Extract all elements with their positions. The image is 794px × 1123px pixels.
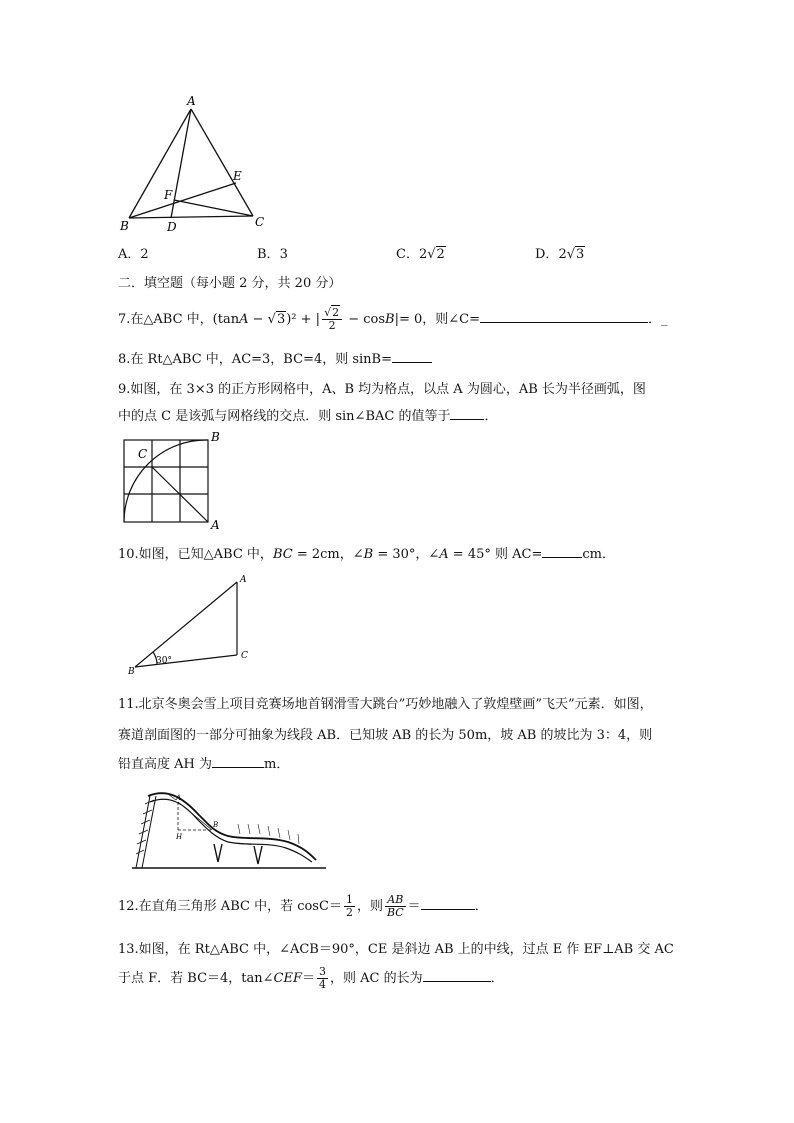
figure-grid-arc	[118, 430, 228, 532]
question-11-line3: 铅直高度 AH 为 m．	[118, 757, 290, 772]
t30-label-b: B	[128, 667, 135, 677]
figure-triangle-30	[120, 570, 260, 680]
label-a: A	[187, 94, 196, 108]
ski-label-a: A	[176, 794, 182, 802]
section-title: 二．填空题（每小题 2 分，共 20 分）	[118, 276, 342, 291]
label-c: C	[255, 215, 265, 229]
question-13-line2: 于点 F．若 BC＝4，tan∠CEF＝ $\frac{3}{4}$ ，则 AC 的长为 ．	[118, 965, 504, 991]
figure-ski-jump	[128, 784, 328, 874]
grid-label-a: A	[211, 518, 220, 532]
question-11-line1: 11.北京冬奥会雪上项目竞赛场地首钢滑雪大跳台”巧妙地融入了敦煌壁画”飞天”元素．如图，	[118, 697, 653, 712]
fraction-sqrt2-over-2: $\frac{√2}{2}$	[322, 307, 342, 332]
option-b: B．3	[257, 247, 288, 262]
t30-label-c: C	[241, 651, 248, 661]
fraction-3-over-4: $\frac{3}{4}$	[319, 965, 327, 991]
answer-blank-8[interactable]	[392, 351, 432, 363]
option-a: A．2	[118, 247, 149, 262]
question-11-line2: 赛道剖面图的一部分可抽象为线段 AB．已知坡 AB 的长为 50m，坡 AB 的坡比为 3：4，则	[118, 728, 653, 743]
question-8: 8.在 Rt△ABC 中，AC=3，BC=4，则 sinB=	[118, 348, 432, 367]
sqrt-symbol: √	[427, 247, 436, 262]
option-d: D．2√3	[535, 247, 585, 262]
t30-label-a: A	[240, 575, 247, 585]
question-13-line1: 13.如图，在 Rt△ABC 中，∠ACB＝90°，CE 是斜边 AB 上的中线，过点 E 作 EF⊥AB 交 AC	[118, 942, 674, 957]
question-9-line1: 9.如图，在 3×3 的正方形网格中，A、B 均为格点，以点 A 为圆心，AB 长为半径画弧，图	[118, 382, 646, 397]
label-d: D	[167, 220, 177, 234]
answer-blank-13[interactable]	[423, 970, 491, 982]
t30-angle: 30°	[156, 656, 172, 666]
label-e: E	[233, 169, 242, 183]
ski-label-b: B	[213, 821, 219, 829]
label-b: B	[120, 219, 129, 233]
question-7: 7.在△ABC 中，(tanA − √3)² + | $\frac{√2}{2}$ − cosB|= 0，则∠C= ．_	[118, 306, 668, 332]
answer-blank-9[interactable]	[450, 408, 484, 420]
answer-blank-7[interactable]	[480, 311, 648, 323]
grid-label-b: B	[211, 430, 220, 444]
question-9-line2: 中的点 C 是该弧与网格线的交点．则 sin∠BAC 的值等于 ．	[118, 409, 498, 424]
sqrt-symbol: √	[566, 247, 576, 262]
fraction-ab-over-bc: $\frac{AB}{BC}$	[386, 893, 404, 919]
figure-triangle-abc	[115, 92, 275, 237]
label-f: F	[164, 188, 173, 202]
answer-blank-12[interactable]	[421, 898, 475, 910]
option-c: C．2√2	[396, 247, 445, 262]
grid-label-c: C	[138, 447, 148, 461]
answer-blank-11[interactable]	[212, 756, 264, 768]
question-10: 10.如图，已知△ABC 中，BC = 2cm，∠B = 30°，∠A = 45° 则 AC= cm．	[118, 547, 615, 562]
ski-label-h: H	[176, 833, 183, 841]
question-12: 12.在直角三角形 ABC 中，若 cosC＝ $\frac{1}{2}$ ，则 $\frac{AB}{BC}$ ＝ ．	[118, 893, 488, 919]
answer-blank-10[interactable]	[542, 546, 582, 558]
fraction-1-over-2: $\frac{1}{2}$	[345, 893, 353, 919]
